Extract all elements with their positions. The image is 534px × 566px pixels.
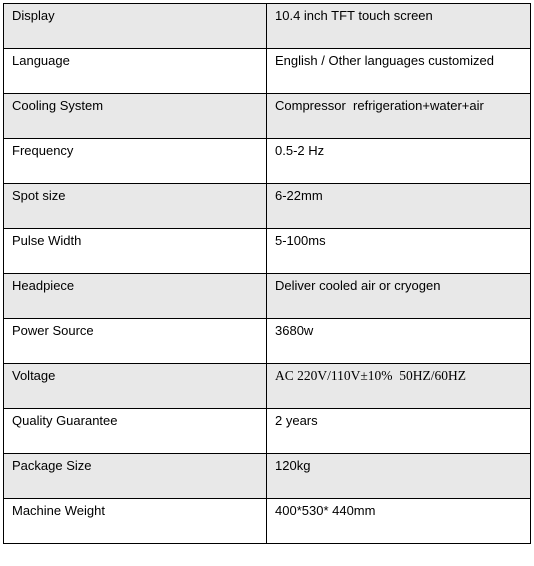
- spec-row-pulse-width: [4, 229, 531, 274]
- spec-table-body: [4, 4, 531, 544]
- spec-row-machine-weight: [4, 499, 531, 544]
- spec-label-pulse-width: Pulse Width: [4, 229, 267, 274]
- spec-value-language: English / Other languages customized: [267, 49, 531, 94]
- spec-row-package-size: [4, 454, 531, 499]
- spec-value-voltage: AC 220V/110V±10% 50HZ/60HZ: [267, 364, 531, 409]
- spec-label-language: Language: [4, 49, 267, 94]
- spec-row-cooling-system: [4, 94, 531, 139]
- spec-value-spot-size: 6-22mm: [267, 184, 531, 229]
- spec-row-display: [4, 4, 531, 49]
- spec-value-headpiece: Deliver cooled air or cryogen: [267, 274, 531, 319]
- spec-row-language: [4, 49, 531, 94]
- spec-value-package-size: 120kg: [267, 454, 531, 499]
- spec-row-power-source: [4, 319, 531, 364]
- spec-label-display: Display: [4, 4, 267, 49]
- spec-label-power-source: Power Source: [4, 319, 267, 364]
- spec-value-quality-guarantee: 2 years: [267, 409, 531, 454]
- spec-row-spot-size: [4, 184, 531, 229]
- spec-label-voltage: Voltage: [4, 364, 267, 409]
- spec-table: [3, 3, 531, 544]
- spec-row-quality-guarantee: [4, 409, 531, 454]
- spec-row-frequency: [4, 139, 531, 184]
- spec-label-machine-weight: Machine Weight: [4, 499, 267, 544]
- spec-value-machine-weight: 400*530* 440mm: [267, 499, 531, 544]
- spec-label-frequency: Frequency: [4, 139, 267, 184]
- spec-value-frequency: 0.5-2 Hz: [267, 139, 531, 184]
- spec-row-headpiece: [4, 274, 531, 319]
- spec-label-quality-guarantee: Quality Guarantee: [4, 409, 267, 454]
- spec-label-cooling-system: Cooling System: [4, 94, 267, 139]
- spec-row-voltage: [4, 364, 531, 409]
- spec-label-package-size: Package Size: [4, 454, 267, 499]
- spec-value-power-source: 3680w: [267, 319, 531, 364]
- spec-value-cooling-system: Compressor refrigeration+water+air: [267, 94, 531, 139]
- spec-label-spot-size: Spot size: [4, 184, 267, 229]
- spec-value-display: 10.4 inch TFT touch screen: [267, 4, 531, 49]
- spec-value-pulse-width: 5-100ms: [267, 229, 531, 274]
- spec-label-headpiece: Headpiece: [4, 274, 267, 319]
